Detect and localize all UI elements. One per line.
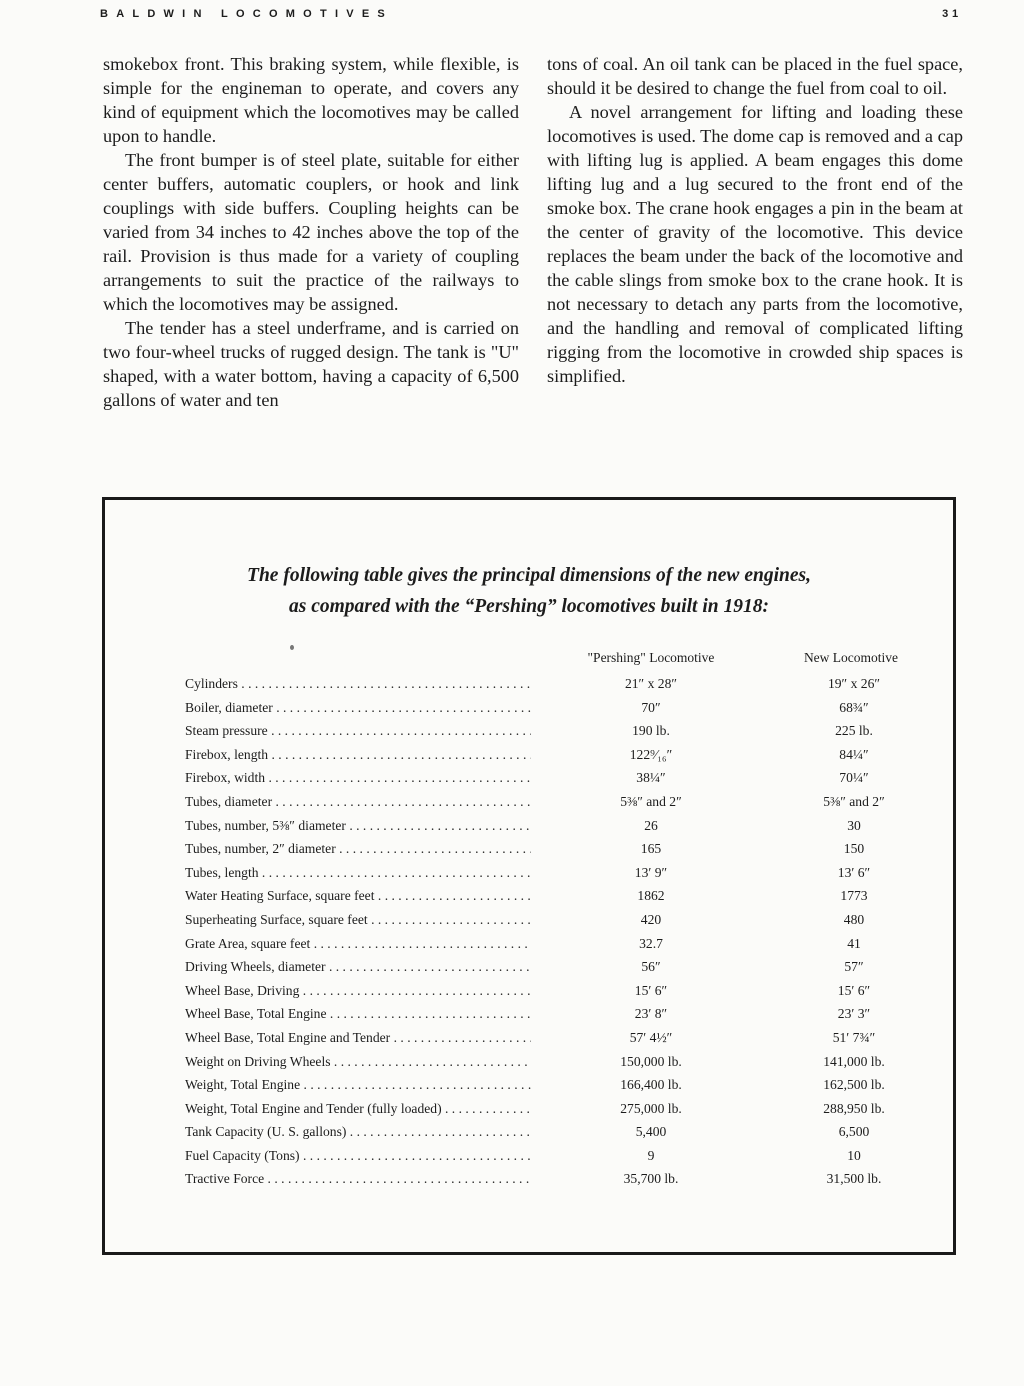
new-value: 13′ 6″ [837, 864, 871, 880]
table-rows [185, 672, 905, 1191]
row-label: Firebox, length . . . [185, 743, 531, 767]
row-label: Tubes, diameter . . . [185, 790, 531, 814]
pershing-value: 35,700 lb. [623, 1171, 679, 1187]
table-row [185, 861, 905, 885]
new-value: 30 [847, 817, 861, 833]
pershing-value: 166,400 lb. [620, 1077, 682, 1093]
row-label: Tubes, number, 5⅜″ diameter . . . [185, 814, 531, 838]
new-value: 225 lb. [835, 723, 873, 739]
new-value: 10 [847, 1147, 861, 1163]
row-label: Firebox, width . . . [185, 766, 531, 790]
pershing-value: 38¼″ [636, 770, 666, 786]
paragraph: smokebox front. This braking system, while flexible, is simple for the engineman to operate, and covers any kind of equipment which the locomotives may be called upon to handle. [103, 54, 519, 146]
new-value: 141,000 lb. [823, 1053, 885, 1069]
row-label: Wheel Base, Driving . . . [185, 979, 531, 1003]
paragraph: The front bumper is of steel plate, suitable for either center buffers, automatic couplers, or hook and link couplings with side buffers. Coupling heights can be varied from 34 inches to 42 inches above the top of the rail. Provision is thus made for a variety of coupling arrangements to suit the practice of the railways to which the locomotives may be assigned. [103, 150, 519, 314]
pershing-value: 57′ 4½″ [629, 1029, 673, 1045]
pershing-value: 70″ [641, 699, 661, 715]
table-row [185, 1144, 905, 1168]
new-value: 70¼″ [839, 770, 869, 786]
new-value: 6,500 [838, 1124, 870, 1140]
table-row [185, 955, 905, 979]
pershing-value: 5⅜″ and 2″ [620, 793, 682, 809]
row-label: Steam pressure . . . [185, 719, 531, 743]
table-row [185, 719, 905, 743]
new-value: 57″ [844, 959, 864, 975]
row-label: Weight, Total Engine . . . [185, 1073, 531, 1097]
running-header [100, 4, 962, 24]
row-label: Weight, Total Engine and Tender (fully loaded) . . . [185, 1097, 531, 1121]
running-title: BALDWIN LOCOMOTIVES [100, 8, 394, 20]
new-value: 150 [843, 841, 865, 857]
table-row [185, 1073, 905, 1097]
row-label: Water Heating Surface, square feet . . . [185, 884, 531, 908]
new-value: 31,500 lb. [826, 1171, 882, 1187]
row-label: Tank Capacity (U. S. gallons) . . . [185, 1120, 531, 1144]
pershing-value: 1862 [637, 888, 665, 904]
row-label: Boiler, diameter . . . [185, 696, 531, 720]
new-value: 68¾″ [839, 699, 869, 715]
column-header-pershing: "Pershing" Locomotive [587, 650, 715, 665]
pershing-value: 23′ 8″ [634, 1006, 668, 1022]
pershing-value: 13′ 9″ [634, 864, 668, 880]
pershing-value: 420 [640, 911, 662, 927]
new-value: 480 [843, 911, 865, 927]
new-value: 19″ x 26″ [827, 676, 881, 691]
pershing-value: 165 [640, 841, 662, 857]
paragraph: The tender has a steel underframe, and is carried on two four-wheel trucks of rugged design. The tank is "U" shaped, with a water bottom, having a capacity of 6,500 gallons of water and ten [103, 318, 519, 410]
row-label: Weight on Driving Wheels . . . [185, 1050, 531, 1074]
dimensions-table-box [102, 497, 956, 1255]
new-value: 1773 [840, 888, 868, 904]
table-row [185, 1097, 905, 1121]
table-row [185, 1120, 905, 1144]
table-row [185, 1002, 905, 1026]
pershing-value: 56″ [641, 959, 661, 975]
table-row [185, 766, 905, 790]
row-label: Wheel Base, Total Engine . . . [185, 1002, 531, 1026]
table-column-headers [105, 650, 953, 670]
ink-speck [290, 645, 294, 650]
right-column [547, 52, 963, 444]
pershing-value: 9 [647, 1147, 655, 1163]
row-label: Wheel Base, Total Engine and Tender . . . [185, 1026, 531, 1050]
new-value: 162,500 lb. [823, 1077, 885, 1093]
row-label: Cylinders . . . [185, 672, 531, 696]
body-text [103, 52, 963, 444]
paragraph: A novel arrangement for lifting and loading these locomotives is used. The dome cap is removed and a cap with lifting lug is applied. A beam engages this dome lifting lug and a lug secured to the front end of the smoke box. The crane hook engages a pin in the beam at the center of gravity of the locomotive. This device replaces the beam under the back of the locomotive and the cable slings from smoke box to the crane hook. It is not necessary to detach any parts from the locomotive, and the handling and removal of complicated lifting rigging from the locomotive in crowded ship spaces is simplified. [547, 102, 963, 386]
pershing-value: 150,000 lb. [620, 1053, 682, 1069]
new-value: 23′ 3″ [837, 1006, 871, 1022]
row-label: Tractive Force . . . [185, 1167, 531, 1191]
row-label: Driving Wheels, diameter . . . [185, 955, 531, 979]
pershing-value: 275,000 lb. [620, 1100, 682, 1116]
table-row [185, 837, 905, 861]
pershing-value: 32.7 [639, 935, 663, 951]
table-row [185, 1026, 905, 1050]
table-row [185, 884, 905, 908]
table-row [185, 932, 905, 956]
table-caption [105, 560, 953, 622]
table-row [185, 814, 905, 838]
new-value: 288,950 lb. [823, 1100, 885, 1116]
table-row [185, 908, 905, 932]
new-value: 41 [847, 935, 861, 951]
table-row [185, 672, 905, 696]
row-label: Superheating Surface, square feet . . . [185, 908, 531, 932]
row-label: Tubes, length . . . [185, 861, 531, 885]
pershing-value: 21″ x 28″ [624, 676, 678, 691]
table-row [185, 979, 905, 1003]
table-row [185, 1050, 905, 1074]
column-header-new: New Locomotive [803, 650, 899, 665]
caption-line-2: as compared with the “Pershing” locomotives built in 1918: [289, 596, 769, 617]
row-label: Fuel Capacity (Tons) . . . [185, 1144, 531, 1168]
row-label: Grate Area, square feet . . . [185, 932, 531, 956]
new-value: 84¼″ [839, 746, 869, 762]
new-value: 51′ 7¾″ [832, 1029, 876, 1045]
pershing-value: 190 lb. [632, 723, 670, 739]
page-number: 31 [942, 8, 962, 20]
pershing-value: 5,400 [635, 1124, 667, 1140]
row-label: Tubes, number, 2″ diameter . . . [185, 837, 531, 861]
pershing-value: 122⁹⁄₁₆″ [629, 746, 673, 762]
table-row [185, 1167, 905, 1191]
paragraph: tons of coal. An oil tank can be placed in the fuel space, should it be desired to change the fuel from coal to oil. [547, 54, 963, 98]
table-row [185, 696, 905, 720]
table-row [185, 743, 905, 767]
pershing-value: 26 [644, 817, 658, 833]
pershing-value: 15′ 6″ [634, 982, 668, 998]
table-row [185, 790, 905, 814]
new-value: 5⅜″ and 2″ [823, 793, 885, 809]
caption-line-1: The following table gives the principal dimensions of the new engines, [247, 565, 811, 586]
left-column [103, 52, 519, 444]
new-value: 15′ 6″ [837, 982, 871, 998]
